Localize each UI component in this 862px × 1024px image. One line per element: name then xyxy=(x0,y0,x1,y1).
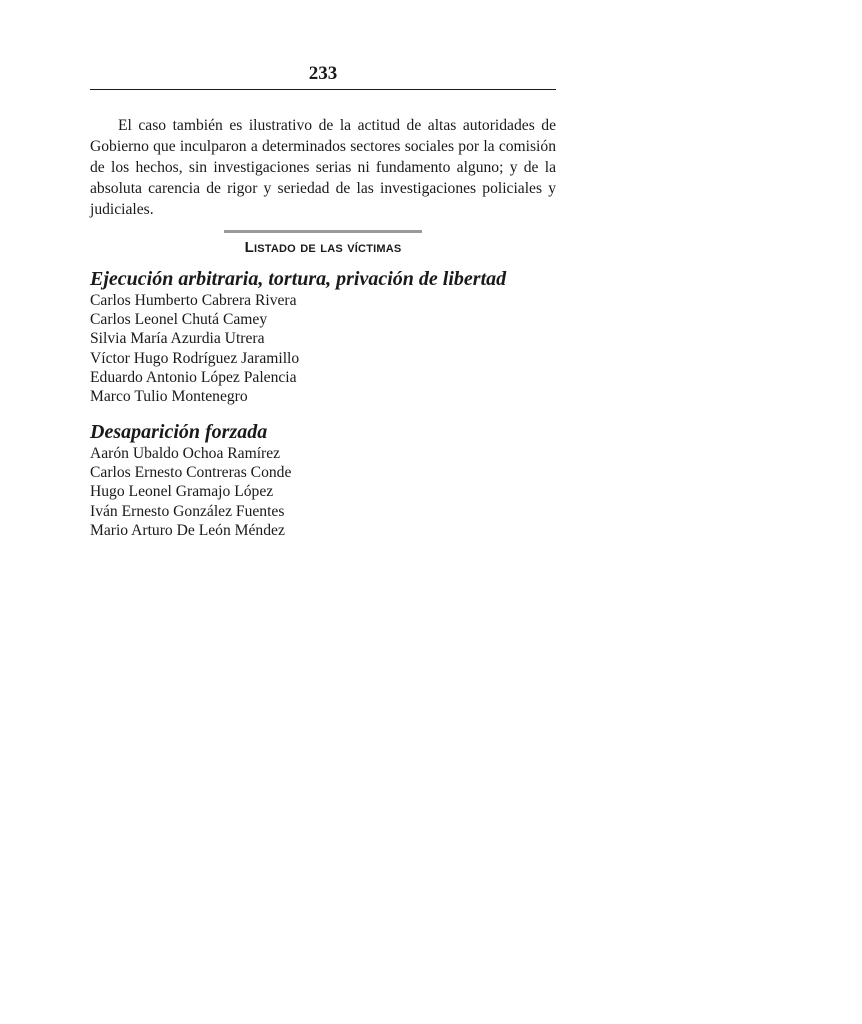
victim-name: Mario Arturo De León Méndez xyxy=(90,521,285,539)
victim-group-arbitrary-execution xyxy=(90,267,610,406)
victim-name: Carlos Humberto Cabrera Rivera xyxy=(90,292,297,309)
victim-name: Iván Ernesto González Fuentes xyxy=(90,502,285,520)
victim-name: Carlos Ernesto Contreras Conde xyxy=(90,464,292,482)
victim-name: Carlos Leonel Chutá Camey xyxy=(90,311,268,329)
victim-list xyxy=(90,291,610,406)
section-rule xyxy=(224,230,422,233)
intro-paragraph: El caso también es ilustrativo de la actitud de altas autoridades de Gobierno que inculparon a determinados sectores sociales por la comisión de los hechos, sin investigaciones serias ni fundamento alguno; y de la absoluta carencia de rigor y seriedad de las investigaciones policiales y judiciales. xyxy=(90,117,556,218)
victim-name: Marco Tulio Montenegro xyxy=(90,388,248,406)
section-title: Listado de las víctimas xyxy=(244,239,402,256)
group-heading: Ejecución arbitraria, tortura, privación de libertad xyxy=(90,268,507,290)
victim-name: Silvia María Azurdia Utrera xyxy=(90,330,265,348)
page-number: 233 xyxy=(308,63,338,84)
victim-group-forced-disappearance xyxy=(90,420,610,540)
victim-list xyxy=(90,444,610,540)
victim-name: Víctor Hugo Rodríguez Jaramillo xyxy=(90,349,300,367)
victim-name: Eduardo Antonio López Palencia xyxy=(90,368,297,386)
victim-name: Aarón Ubaldo Ochoa Ramírez xyxy=(90,445,281,462)
group-heading: Desaparición forzada xyxy=(90,421,268,443)
header-rule xyxy=(90,89,556,90)
victim-name: Hugo Leonel Gramajo López xyxy=(90,483,274,501)
